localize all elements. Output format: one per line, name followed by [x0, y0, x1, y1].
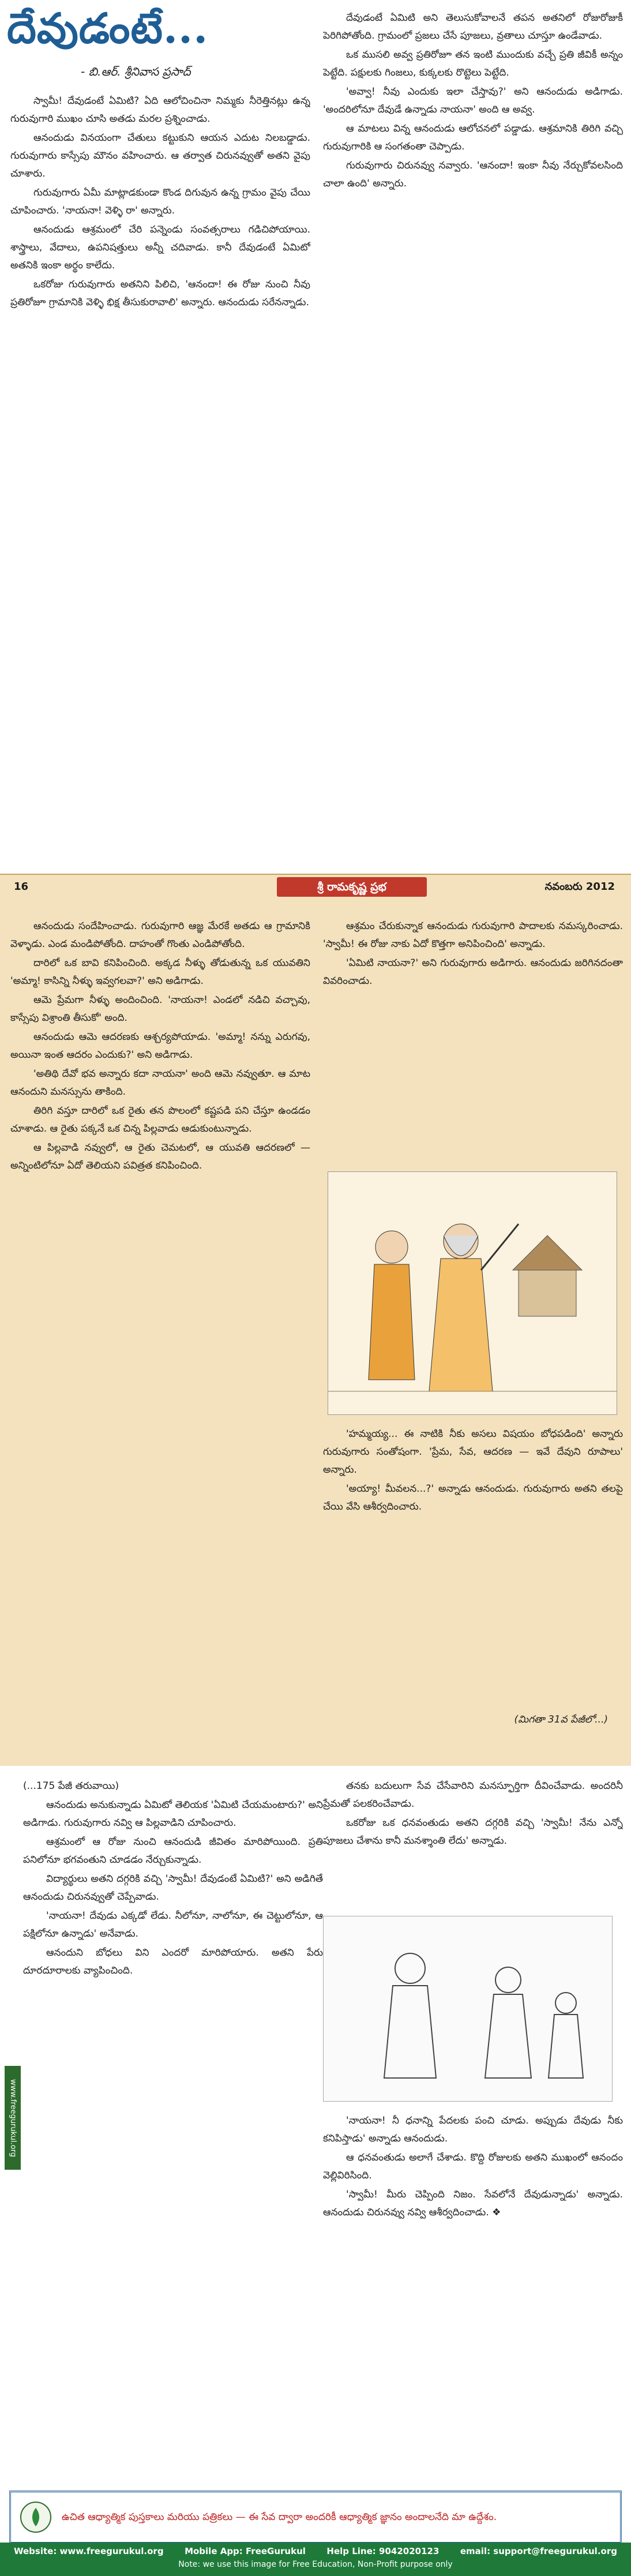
paragraph: ఆశ్రమంలో ఆ రోజు నుంచి ఆనందుడి జీవితం మారిపోయింది. ప్రతి పనిలోనూ భగవంతుని చూడడం నేర్చుకున్నాడు. — [23, 1836, 323, 1866]
paragraph: 'ఏమిటి నాయనా?' అని గురువుగారు అడిగారు. ఆనందుడు జరిగినదంతా వివరించాడు. — [323, 957, 623, 987]
paragraph: దేవుడంటే ఏమిటి అని తెలుసుకోవాలనే తపన అతనిలో రోజురోజుకీ పెరిగిపోతోంది. గ్రామంలో ప్రజలు చేసే పూజలు, వ్రతాలు చూస్తూ ఉండేవాడు. — [323, 12, 623, 42]
illustration-drawing — [328, 1172, 617, 1414]
promo-text: ఉచిత ఆధ్యాత్మిక పుస్తకాలు మరియు పత్రికలు — ఈ సేవ ద్వారా అందరికీ ఆధ్యాత్మిక జ్ఞానం అందాలనేది మా ఉద్దేశం. — [62, 2511, 497, 2523]
usage-note: Note: we use this image for Free Education, Non-Profit purpose only — [178, 2560, 453, 2569]
paragraph: తనకు బదులుగా సేవ చేసేవారిని మనస్ఫూర్తిగా దీవించేవాడు. అందరినీ ప్రేమతో పలకరించేవాడు. — [323, 1780, 623, 1810]
paragraph: ఒక ముసలి అవ్వ ప్రతిరోజూ తన ఇంటి ముందుకు వచ్చే ప్రతి జీవికీ అన్నం పెట్టేది. పక్షులకు గింజలు, కుక్కలకు రొట్టెలు పెట్టేది. — [323, 49, 623, 78]
magazine-name: శ్రీ రామకృష్ణ ప్రభ — [277, 877, 427, 897]
paragraph: 'అవ్వా! నీవు ఎందుకు ఇలా చేస్తావు?' అని ఆనందుడు అడిగాడు. 'అందరిలోనూ దేవుడే ఉన్నాడు నాయనా' అంది ఆ అవ్వ. — [323, 86, 623, 115]
paragraph: ఒకరోజు గురువుగారు అతనిని పిలిచి, 'ఆనందా! ఈ రోజు నుంచి నీవు ప్రతిరోజూ గ్రామానికి వెళ్ళి భిక్ష తీసుకురావాలి' అన్నారు. ఆనందుడు సరేనన్నాడు. — [10, 279, 310, 308]
paragraph: విద్యార్థులు అతని దగ్గరికి వచ్చి 'స్వామీ! దేవుడంటే ఏమిటి?' అని అడిగితే ఆనందుడు చిరునవ్వుతో చెప్పేవాడు. — [23, 1873, 323, 1903]
paragraph: దారిలో ఒక బావి కనిపించింది. అక్కడ నీళ్ళు తోడుతున్న ఒక యువతిని 'అమ్మా! కాసిన్ని నీళ్ళు ఇవ్వగలవా?' అని అడిగాడు. — [10, 957, 310, 987]
paragraph: 'నాయనా! దేవుడు ఎక్కడో లేడు. నీలోనూ, నాలోనూ, ఈ చెట్టులోనూ, ఆ పక్షిలోనూ ఉన్నాడు' అనేవాడు. — [23, 1910, 323, 1940]
paragraph: ఆ ధనవంతుడు అలాగే చేశాడు. కొద్ది రోజులకు అతని ముఖంలో ఆనందం వెల్లివిరిసింది. — [323, 2152, 623, 2181]
continued-caption: (మిగతా 31వ పేజీలో...) — [514, 1714, 608, 1725]
logo-icon — [18, 2500, 53, 2534]
column-right — [323, 9, 623, 863]
paragraph: ఆనందుడు ఆమె ఆదరణకు ఆశ్చర్యపోయాడు. 'అమ్మా! నన్ను ఎరుగవు, అయినా ఇంత ఆదరం ఎందుకు?' అని అడిగాడు. — [10, 1031, 310, 1061]
paragraph: ఆ మాటలు విన్న ఆనందుడు ఆలోచనలో పడ్డాడు. ఆశ్రమానికి తిరిగి వచ్చి గురువుగారికి ఆ సంగతంతా చెప్పాడు. — [323, 123, 623, 152]
page-footer — [0, 874, 631, 900]
paragraph: ఆనందుని బోధలు విని ఎందరో మారిపోయారు. అతని పేరు దూరదూరాలకు వ్యాపించింది. — [23, 1947, 323, 1976]
page-3 — [0, 1766, 631, 2576]
paragraph: ఒకరోజు ఒక ధనవంతుడు అతని దగ్గరికి వచ్చి 'స్వామీ! నేను ఎన్నో పూజలు చేశాను కానీ మనశ్శాంతి లేదు' అన్నాడు. — [323, 1817, 623, 1847]
paragraph: ఆశ్రమం చేరుకున్నాక ఆనందుడు గురువుగారి పాదాలకు నమస్కరించాడు. 'స్వామీ! ఈ రోజు నాకు ఏదో కొత్తగా అనిపించింది' అన్నాడు. — [323, 920, 623, 950]
paragraph: ఆ పిల్లవాడి నవ్వులో, ఆ రైతు చెమటలో, ఆ యువతి ఆదరణలో — అన్నింటిలోనూ ఏదో తెలియని పవిత్రత కనిపించింది. — [10, 1142, 310, 1171]
email-link[interactable]: email: support@freegurukul.org — [460, 2546, 617, 2556]
paragraph: గురువుగారు చిరునవ్వు నవ్వారు. 'ఆనందా! ఇంకా నీవు నేర్చుకోవలసింది చాలా ఉంది' అన్నారు. — [323, 160, 623, 189]
article-author: - బి.ఆర్. శ్రీనివాస ప్రసాద్ — [81, 65, 191, 78]
paragraph: స్వామీ! దేవుడంటే ఏమిటి? ఏది ఆలోచించినా నిమ్మకు నీరెత్తినట్లు ఉన్న గురువుగారి ముఖం చూసి అతడు మరల ప్రశ్నించాడు. — [10, 95, 310, 125]
paragraph: ఆనందుడు వినయంగా చేతులు కట్టుకుని ఆయన ఎదుట నిలబడ్డాడు. గురువుగారు కాస్సేపు మౌనం వహించారు. ఆ తర్వాత చిరునవ్వుతో అతని వైపు చూశారు. — [10, 132, 310, 179]
paragraph: 'స్వామీ! మీరు చెప్పింది నిజం. సేవలోనే దేవుడున్నాడు' అన్నాడు. ఆనందుడు చిరునవ్వు నవ్వి ఆశీర్వదించాడు. ❖ — [323, 2189, 623, 2218]
paragraph: 'అయ్యా! మీవలన...?' అన్నాడు ఆనందుడు. గురువుగారు అతని తలపై చేయి వేసి ఆశీర్వదించారు. — [323, 1483, 623, 1512]
paragraph: 'నాయనా! నీ ధనాన్ని పేదలకు పంచి చూడు. అప్పుడు దేవుడు నీకు కనిపిస్తాడు' అన్నాడు ఆనందుడు. — [323, 2115, 623, 2144]
column-left — [23, 1777, 323, 2481]
helpline-link[interactable]: Help Line: 9042020123 — [326, 2546, 440, 2556]
sketch-illustration — [323, 1916, 613, 2102]
column-right-bottom — [323, 2112, 623, 2481]
paragraph: గురువుగారు ఏమీ మాట్లాడకుండా కొండ దిగువున ఉన్న గ్రామం వైపు చేయి చూపించారు. 'నాయనా! వెళ్ళి రా' అన్నారు. — [10, 187, 310, 216]
column-right-top — [323, 1777, 623, 1910]
paragraph: ఆమె ప్రేమగా నీళ్ళు అందించింది. 'నాయనా! ఎండలో నడిచి వచ్చావు, కాస్సేపు విశ్రాంతి తీసుకో' అంది. — [10, 994, 310, 1024]
sage-illustration — [328, 1171, 617, 1415]
freegurukul-logo — [16, 2497, 56, 2537]
paragraph: 'అతిథి దేవో భవ అన్నారు కదా నాయనా' అంది ఆమె నవ్వుతూ. ఆ మాట ఆనందుని మనస్సును తాకింది. — [10, 1068, 310, 1098]
page-2 — [0, 900, 631, 1766]
column-left — [10, 918, 310, 1748]
paragraph: 'హమ్మయ్య... ఈ నాటికి నీకు అసలు విషయం బోధపడింది' అన్నారు గురువుగారు సంతోషంగా. 'ప్రేమ, సేవ, ఆదరణ — ఇవే దేవుని రూపాలు' అన్నారు. — [323, 1428, 623, 1476]
paragraph: ఆనందుడు అనుకున్నాడు ఏమిటో తెలియక 'ఏమిటి చేయమంటారు?' అని అడిగాడు. గురువుగారు నవ్వి ఆ పిల్లవాడిని చూపించారు. — [23, 1799, 323, 1829]
page-1 — [0, 0, 631, 900]
mobile-app-link[interactable]: Mobile App: FreeGurukul — [185, 2546, 306, 2556]
contact-bar — [0, 2543, 631, 2576]
continued-note: (...175 పేజీ తరువాయి) — [23, 1780, 119, 1792]
paragraph: ఆనందుడు సందేహించాడు. గురువుగారి ఆజ్ఞ మేరకే అతడు ఆ గ్రామానికి వెళ్ళాడు. ఎండ మండిపోతోంది. దాహంతో గొంతు ఎండిపోతోంది. — [10, 920, 310, 950]
side-badge: www.freegurukul.org — [5, 2066, 21, 2170]
promo-box — [9, 2491, 622, 2544]
paragraph: ఆనందుడు ఆశ్రమంలో చేరి పన్నెండు సంవత్సరాలు గడిచిపోయాయి. శాస్త్రాలు, వేదాలు, ఉపనిషత్తులు అన్నీ చదివాడు. కానీ దేవుడంటే ఏమిటో అతనికి ఇంకా అర్థం కాలేదు. — [10, 224, 310, 271]
column-left — [10, 92, 310, 866]
page-number: 16 — [14, 881, 29, 893]
website-link[interactable]: Website: www.freegurukul.org — [14, 2546, 164, 2556]
paragraph: తిరిగి వస్తూ దారిలో ఒక రైతు తన పొలంలో కష్టపడి పని చేస్తూ ఉండడం చూశాడు. ఆ రైతు పక్కనే ఒక చిన్న పిల్లవాడు ఆడుకుంటున్నాడు. — [10, 1105, 310, 1135]
column-right-bottom — [323, 1425, 623, 1702]
issue-date: నవంబరు 2012 — [544, 881, 615, 893]
column-right-top — [323, 918, 623, 1160]
sketch-drawing — [324, 1916, 612, 2101]
article-title: దేవుడంటే... — [7, 3, 209, 53]
